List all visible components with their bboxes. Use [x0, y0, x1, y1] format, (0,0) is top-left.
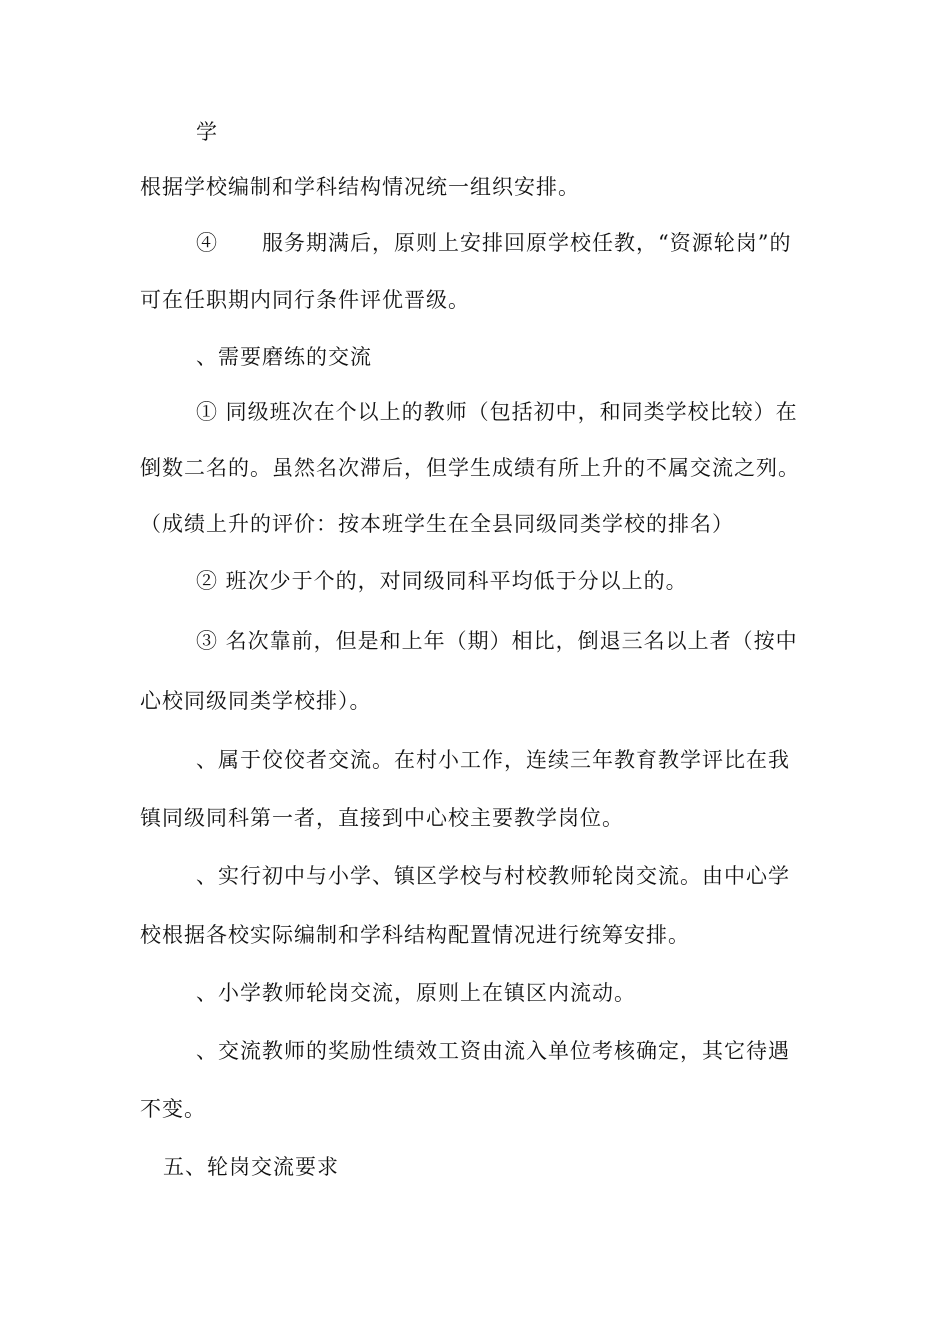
section-heading: 、需要磨练的交流 [196, 345, 372, 369]
text-line: 、交流教师的奖励性绩效工资由流入单位考核确定，其它待遇 [196, 1039, 790, 1063]
text-line: 、实行初中与小学、镇区学校与村校教师轮岗交流。由中心学 [196, 864, 790, 888]
text-line: （成绩上升的评价：按本班学生在全县同级同类学校的排名） [140, 512, 734, 536]
text-line: 心校同级同类学校排）。 [140, 689, 372, 713]
text-line: 学 [196, 120, 218, 144]
text-line: 根据学校编制和学科结构情况统一组织安排。 [140, 175, 580, 199]
text-line: 校根据各校实际编制和学科结构配置情况进行统筹安排。 [140, 923, 690, 947]
text-line: 、属于佼佼者交流。在村小工作，连续三年教育教学评比在我 [196, 748, 790, 772]
text-line: ③ 名次靠前，但是和上年（期）相比，倒退三名以上者（按中 [196, 629, 798, 653]
text-line: 镇同级同科第一者，直接到中心校主要教学岗位。 [140, 806, 624, 830]
text-line: ④ 服务期满后，原则上安排回原学校任教，“资源轮岗”的 [196, 231, 792, 255]
text-line: ② 班次少于个的，对同级同科平均低于分以上的。 [196, 569, 688, 593]
text-line: 可在任职期内同行条件评优晋级。 [140, 288, 470, 312]
text-line: 倒数二名的。虽然名次滞后，但学生成绩有所上升的不属交流之列。 [140, 456, 800, 480]
text-line: ① 同级班次在个以上的教师（包括初中，和同类学校比较）在 [196, 400, 798, 424]
section-heading: 五、轮岗交流要求 [163, 1155, 339, 1179]
text-line: 不变。 [140, 1097, 206, 1121]
text-line: 、小学教师轮岗交流，原则上在镇区内流动。 [196, 981, 636, 1005]
